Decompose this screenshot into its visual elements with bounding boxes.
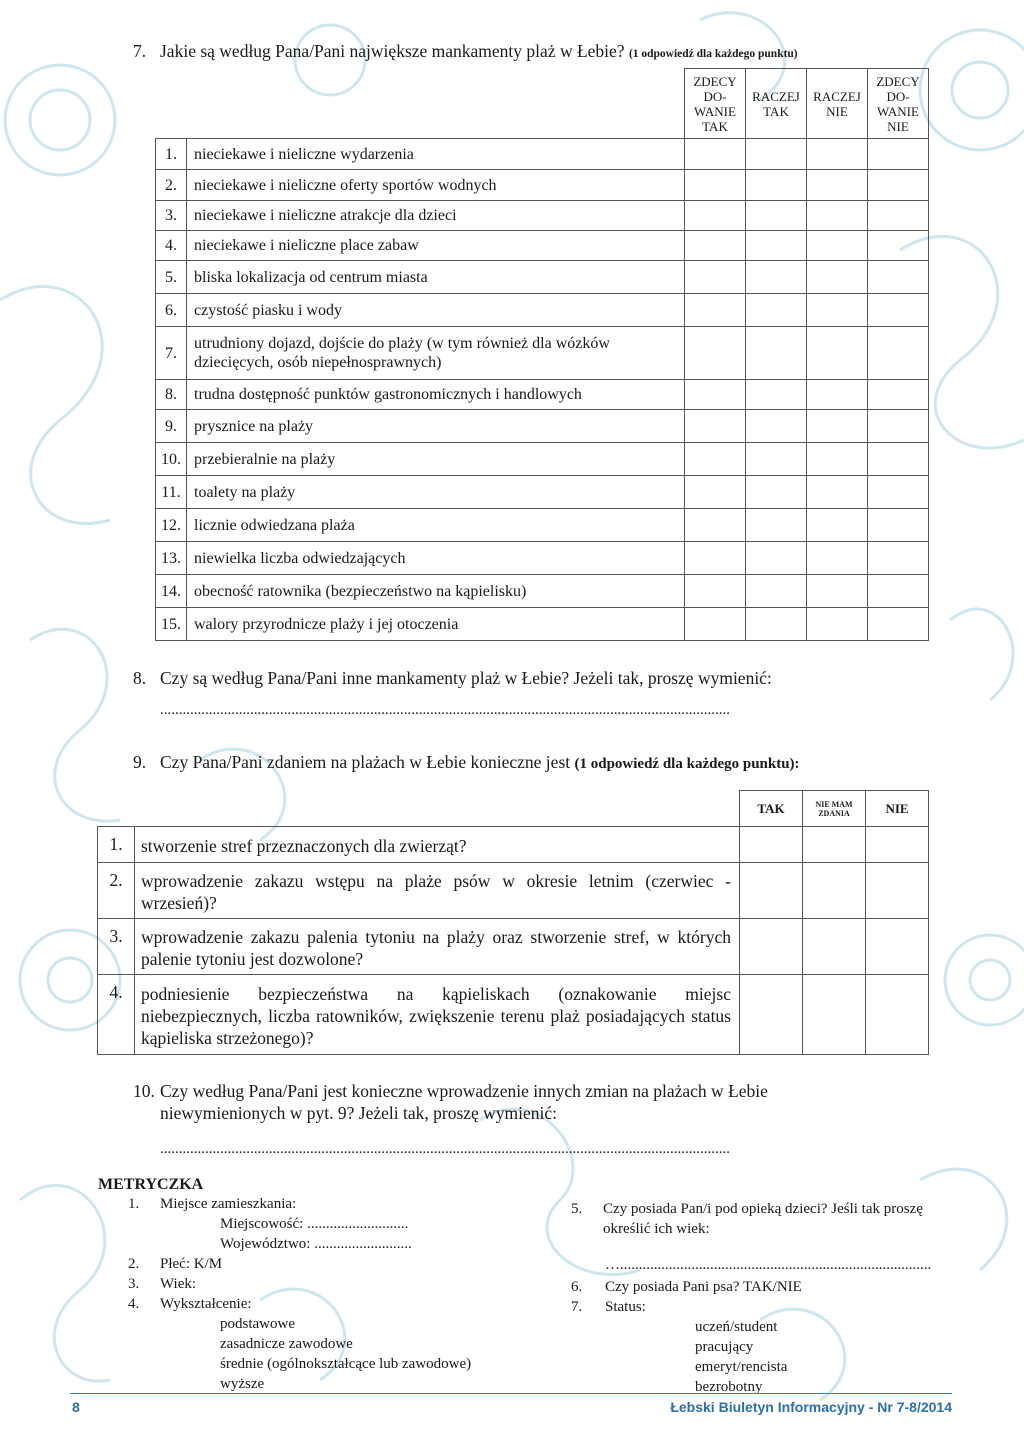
answer-cell[interactable] bbox=[868, 201, 929, 231]
answer-cell[interactable] bbox=[740, 919, 803, 975]
answer-cell[interactable] bbox=[807, 170, 868, 201]
answer-cell[interactable] bbox=[868, 327, 929, 380]
education-option[interactable]: wyższe bbox=[220, 1376, 265, 1392]
table-row: 15. walory przyrodnicze plaży i jej otoczenia bbox=[156, 608, 929, 641]
answer-cell[interactable] bbox=[740, 827, 803, 863]
metryczka-left: 1. Miejsce zamieszkania: Miejscowość: ........................... Województwo: .......................... 2. Płeć: K/M 3. Wiek: 4. Wykształcenie: podstawowe zasadnicze zawodowe średnie (ogólnokształcące lub zawodowe) wyższe bbox=[128, 1195, 548, 1395]
answer-cell[interactable] bbox=[807, 443, 868, 476]
answer-cell[interactable] bbox=[868, 410, 929, 443]
answer-cell[interactable] bbox=[868, 575, 929, 608]
q9-table bbox=[97, 790, 929, 1055]
question-number: 8. bbox=[133, 668, 147, 688]
answer-cell[interactable] bbox=[866, 975, 929, 1055]
question-7 bbox=[133, 40, 933, 65]
answer-cell[interactable] bbox=[746, 170, 807, 201]
town-field[interactable]: Miejscowość: ........................... bbox=[220, 1216, 409, 1232]
q7-header-col: RACZEJ TAK bbox=[746, 69, 807, 139]
answer-cell[interactable] bbox=[807, 294, 868, 327]
table-row: 14. obecność ratownika (bezpieczeństwo na kąpielisku) bbox=[156, 575, 929, 608]
answer-cell[interactable] bbox=[746, 608, 807, 641]
answer-cell[interactable] bbox=[803, 919, 866, 975]
table-row: 10. przebieralnie na plaży bbox=[156, 443, 929, 476]
answer-cell[interactable] bbox=[746, 294, 807, 327]
answer-cell[interactable] bbox=[868, 231, 929, 261]
answer-cell[interactable] bbox=[685, 170, 746, 201]
metryczka-title: METRYCZKA bbox=[98, 1176, 204, 1193]
answer-line[interactable]: ........................................................................................................................................................ bbox=[160, 1141, 730, 1157]
children-age-field[interactable]: …................................................................................... bbox=[605, 1257, 932, 1273]
question-number: 7. bbox=[133, 41, 147, 61]
q9-header-empty bbox=[98, 791, 740, 827]
question-number: 10. bbox=[133, 1081, 155, 1101]
answer-cell[interactable] bbox=[685, 294, 746, 327]
residence-label: Miejsce zamieszkania: bbox=[160, 1196, 297, 1212]
table-row: 11. toalety na plaży bbox=[156, 476, 929, 509]
education-option[interactable]: średnie (ogólnokształcące lub zawodowe) bbox=[220, 1356, 472, 1372]
gender-field[interactable]: Płeć: K/M bbox=[160, 1256, 223, 1272]
answer-cell[interactable] bbox=[807, 139, 868, 170]
q7-header-col: ZDECY DO- WANIE NIE bbox=[868, 69, 929, 139]
answer-cell[interactable] bbox=[740, 975, 803, 1055]
question-text: Czy według Pana/Pani jest konieczne wprowadzenie innych zmian na plażach w Łebie niewymienionych w pyt. 9? Jeżeli tak, proszę wymienić: bbox=[160, 1081, 768, 1123]
question-note: (1 odpowiedź dla każdego punktu) bbox=[628, 48, 798, 60]
answer-cell[interactable] bbox=[807, 380, 868, 410]
question-8 bbox=[133, 667, 933, 689]
answer-cell[interactable] bbox=[685, 542, 746, 575]
table-row: 4. podniesienie bezpieczeństwa na kąpieliskach (oznakowanie miejsc niebezpiecznych, liczba ratowników, zwiększenie terenu plaż posiadających status kąpieliska strzeżonego)? bbox=[98, 975, 929, 1055]
answer-cell[interactable] bbox=[746, 542, 807, 575]
voivodeship-field[interactable]: Województwo: .......................... bbox=[220, 1236, 412, 1252]
question-9 bbox=[133, 751, 933, 775]
answer-cell[interactable] bbox=[803, 975, 866, 1055]
education-option[interactable]: zasadnicze zawodowe bbox=[220, 1336, 353, 1352]
answer-cell[interactable] bbox=[685, 327, 746, 380]
answer-cell[interactable] bbox=[807, 476, 868, 509]
answer-cell[interactable] bbox=[803, 827, 866, 863]
answer-cell[interactable] bbox=[746, 509, 807, 542]
answer-cell[interactable] bbox=[868, 294, 929, 327]
answer-cell[interactable] bbox=[746, 476, 807, 509]
question-text: Czy są według Pana/Pani inne mankamenty plaż w Łebie? Jeżeli tak, proszę wymienić: bbox=[160, 668, 772, 688]
answer-cell[interactable] bbox=[868, 509, 929, 542]
table-row: 4. nieciekawe i nieliczne place zabaw bbox=[156, 231, 929, 261]
dog-question[interactable]: Czy posiada Pani psa? TAK/NIE bbox=[605, 1279, 802, 1295]
question-note: (1 odpowiedź dla każdego punktu): bbox=[574, 756, 800, 772]
answer-cell[interactable] bbox=[685, 476, 746, 509]
table-row: 9. prysznice na plaży bbox=[156, 410, 929, 443]
page-footer bbox=[70, 1393, 952, 1415]
table-row: 13. niewielka liczba odwiedzających bbox=[156, 542, 929, 575]
answer-cell[interactable] bbox=[868, 443, 929, 476]
answer-cell[interactable] bbox=[685, 139, 746, 170]
answer-cell[interactable] bbox=[746, 410, 807, 443]
table-row: 2. wprowadzenie zakazu wstępu na plaże psów w okresie letnim (czerwiec - wrzesień)? bbox=[98, 863, 929, 919]
answer-cell[interactable] bbox=[746, 231, 807, 261]
answer-cell[interactable] bbox=[868, 261, 929, 294]
table-row: 6. czystość piasku i wody bbox=[156, 294, 929, 327]
answer-cell[interactable] bbox=[807, 231, 868, 261]
answer-cell[interactable] bbox=[685, 261, 746, 294]
table-row: 7. utrudniony dojazd, dojście do plaży (w tym również dla wózków dziecięcych, osób niepełnosprawnych) bbox=[156, 327, 929, 380]
table-row: 3. wprowadzenie zakazu palenia tytoniu na plaży oraz stworzenie stref, w których palenie tytoniu jest dozwolone? bbox=[98, 919, 929, 975]
children-question: Czy posiada Pan/i pod opieką dzieci? Jeśli tak proszę określić ich wiek: bbox=[603, 1201, 923, 1237]
answer-cell[interactable] bbox=[807, 575, 868, 608]
answer-cell[interactable] bbox=[685, 201, 746, 231]
q7-table bbox=[155, 68, 929, 641]
status-option[interactable]: emeryt/rencista bbox=[695, 1359, 788, 1375]
question-10 bbox=[133, 1080, 893, 1124]
table-row: 5. bliska lokalizacja od centrum miasta bbox=[156, 261, 929, 294]
question-text: Czy Pana/Pani zdaniem na plażach w Łebie konieczne jest bbox=[160, 752, 571, 772]
answer-cell[interactable] bbox=[746, 261, 807, 294]
education-label: Wykształcenie: bbox=[160, 1296, 252, 1312]
publication-title: Łebski Biuletyn Informacyjny - Nr 7-8/2014 bbox=[670, 1399, 952, 1415]
answer-cell[interactable] bbox=[746, 380, 807, 410]
answer-cell[interactable] bbox=[807, 608, 868, 641]
status-option[interactable]: pracujący bbox=[695, 1339, 754, 1355]
status-label: Status: bbox=[605, 1299, 646, 1315]
answer-cell[interactable] bbox=[685, 380, 746, 410]
answer-cell[interactable] bbox=[685, 231, 746, 261]
answer-cell[interactable] bbox=[866, 827, 929, 863]
answer-cell[interactable] bbox=[807, 509, 868, 542]
answer-cell[interactable] bbox=[685, 410, 746, 443]
answer-cell[interactable] bbox=[807, 201, 868, 231]
answer-cell[interactable] bbox=[868, 139, 929, 170]
q7-header-col: RACZEJ NIE bbox=[807, 69, 868, 139]
answer-cell[interactable] bbox=[868, 608, 929, 641]
answer-cell[interactable] bbox=[740, 863, 803, 919]
answer-cell[interactable] bbox=[807, 327, 868, 380]
status-option[interactable]: bezrobotny bbox=[695, 1379, 763, 1395]
answer-cell[interactable] bbox=[685, 608, 746, 641]
q9-header-tak: TAK bbox=[740, 791, 803, 827]
answer-cell[interactable] bbox=[746, 139, 807, 170]
answer-cell[interactable] bbox=[807, 410, 868, 443]
answer-cell[interactable] bbox=[746, 443, 807, 476]
answer-cell[interactable] bbox=[868, 170, 929, 201]
q9-header-nie-mam-zdania: NIE MAM ZDANIA bbox=[803, 791, 866, 827]
answer-cell[interactable] bbox=[807, 542, 868, 575]
answer-cell[interactable] bbox=[746, 327, 807, 380]
metryczka-right: 5. Czy posiada Pan/i pod opieką dzieci? Jeśli tak proszę określić ich wiek: …................................................................................... 6. Czy posiada Pani psa? TAK/NIE 7. Status: uczeń/student pracujący emeryt/rencista bezrobotny bbox=[571, 1200, 941, 1398]
answer-cell[interactable] bbox=[866, 919, 929, 975]
age-field[interactable]: Wiek: bbox=[160, 1276, 197, 1292]
answer-line[interactable]: ........................................................................................................................................................ bbox=[160, 702, 730, 718]
answer-cell[interactable] bbox=[868, 380, 929, 410]
answer-cell[interactable] bbox=[746, 201, 807, 231]
page-number: 8 bbox=[72, 1399, 80, 1415]
question-text: Jakie są według Pana/Pani największe mankamenty plaż w Łebie? bbox=[160, 41, 625, 61]
table-row: 1. stworzenie stref przeznaczonych dla zwierząt? bbox=[98, 827, 929, 863]
table-row: 8. trudna dostępność punktów gastronomicznych i handlowych bbox=[156, 380, 929, 410]
answer-cell[interactable] bbox=[685, 443, 746, 476]
q9-header-nie: NIE bbox=[866, 791, 929, 827]
table-row: 2. nieciekawe i nieliczne oferty sportów wodnych bbox=[156, 170, 929, 201]
q7-header-empty bbox=[156, 69, 685, 139]
answer-cell[interactable] bbox=[746, 575, 807, 608]
table-row: 1. nieciekawe i nieliczne wydarzenia bbox=[156, 139, 929, 170]
answer-cell[interactable] bbox=[807, 261, 868, 294]
answer-cell[interactable] bbox=[685, 509, 746, 542]
education-option[interactable]: podstawowe bbox=[220, 1316, 295, 1332]
status-option[interactable]: uczeń/student bbox=[695, 1319, 778, 1335]
table-row: 12. licznie odwiedzana plaża bbox=[156, 509, 929, 542]
answer-cell[interactable] bbox=[685, 575, 746, 608]
answer-cell[interactable] bbox=[868, 542, 929, 575]
question-number: 9. bbox=[133, 752, 147, 772]
table-row: 3. nieciekawe i nieliczne atrakcje dla dzieci bbox=[156, 201, 929, 231]
answer-cell[interactable] bbox=[803, 863, 866, 919]
answer-cell[interactable] bbox=[866, 863, 929, 919]
answer-cell[interactable] bbox=[868, 476, 929, 509]
q7-header-col: ZDECY DO- WANIE TAK bbox=[685, 69, 746, 139]
